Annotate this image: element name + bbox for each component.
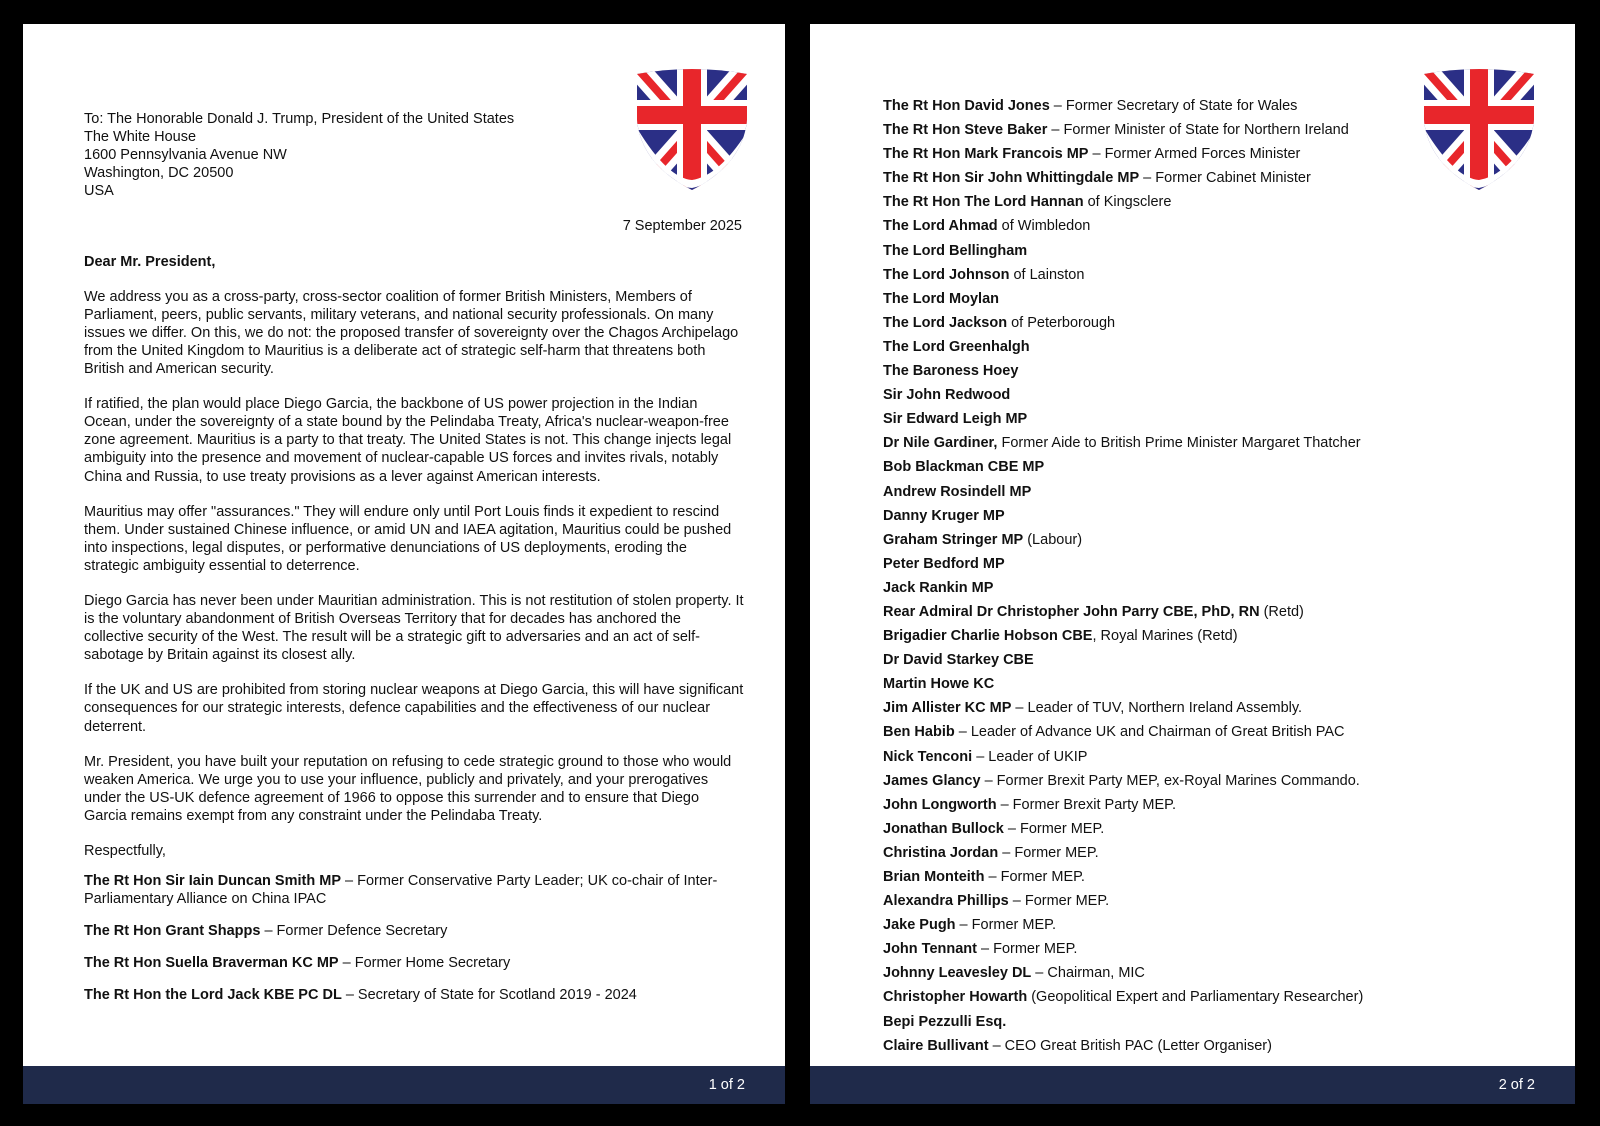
signatory-name: Rear Admiral Dr Christopher John Parry CBE, PhD, RN	[883, 603, 1260, 620]
body-paragraph: Diego Garcia has never been under Mauritian administration. This is not restitution of stolen property. It is the voluntary abandonment of British Overseas Territory that for decades has anchored the collective security of the West. The result will be a strategic gift to adversaries and an act of self-sabotage by Britain against its closest ally.	[84, 592, 744, 664]
signatory-role: – Former Home Secretary	[338, 955, 511, 972]
signatory	[883, 745, 1523, 769]
letter-body	[84, 110, 744, 1005]
signatory-name: Christina Jordan	[883, 844, 999, 861]
signatory	[883, 190, 1523, 214]
signatory	[883, 841, 1523, 865]
signatory-role: – Former Armed Forces Minister	[1088, 146, 1301, 163]
signatory-name: The Rt Hon the Lord Jack KBE PC DL	[84, 987, 342, 1004]
signatory	[883, 720, 1523, 744]
body-paragraph: If the UK and US are prohibited from storing nuclear weapons at Diego Garcia, this will have significant consequences for our strategic interests, defence capabilities and the effectiveness of our nuclear deterrent.	[84, 682, 744, 735]
signatory-role: (Labour)	[1023, 531, 1083, 548]
signatory	[883, 672, 1523, 696]
body-paragraph: Mr. President, you have built your reputation on refusing to cede strategic ground to those who would weaken America. We urge you to use your influence, publicly and privately, and your prerogatives under the US-UK defence agreement of 1966 to oppose this surrender and to ensure that Diego Garcia remains exempt from any constraint under the Pelindaba Treaty.	[84, 753, 732, 824]
page-number: 1 of 2	[708, 1077, 745, 1093]
signatory-name: Jim Allister KC MP	[883, 700, 1012, 717]
signatory-role: – Leader of TUV, Northern Ireland Assembly.	[1011, 700, 1303, 717]
signatory	[84, 986, 744, 1004]
letter-page-2	[810, 24, 1575, 1104]
signatory-role: of Kingsclere	[1083, 194, 1172, 211]
signatory	[883, 311, 1523, 335]
signatory-name: Brigadier Charlie Hobson CBE	[883, 628, 1093, 645]
signatory-role: (Geopolitical Expert and Parliamentary Researcher)	[1027, 989, 1364, 1006]
signatory-name: Bob Blackman CBE MP	[883, 459, 1045, 476]
page-footer	[810, 1066, 1575, 1104]
signatory	[883, 696, 1523, 720]
signatory-name: Dr Nile Gardiner,	[883, 435, 998, 452]
signatory-name: The Rt Hon Sir John Whittingdale MP	[883, 170, 1140, 187]
signatory	[883, 239, 1523, 263]
address-line: To: The Honorable Donald J. Trump, President of the United States	[84, 111, 515, 127]
signatory-name: The Lord Greenhalgh	[883, 338, 1030, 355]
signatory-role: – Leader of UKIP	[972, 748, 1088, 765]
signatory	[883, 504, 1523, 528]
signatory-list	[883, 94, 1523, 1058]
signatory-name: The Lord Johnson	[883, 266, 1010, 283]
signatory-role: – CEO Great British PAC (Letter Organiser)	[988, 1037, 1272, 1054]
signatory	[883, 913, 1523, 937]
signatory	[883, 889, 1523, 913]
signatory-name: Brian Monteith	[883, 869, 985, 885]
signatory	[883, 793, 1523, 817]
letter-page-1	[23, 24, 785, 1104]
signatory-name: Sir John Redwood	[883, 387, 1011, 404]
signatory	[84, 872, 744, 908]
signatory-name: The Rt Hon Steve Baker	[883, 122, 1048, 139]
signatory-list	[84, 872, 744, 1004]
signatory-role: – Former MEP.	[955, 917, 1056, 934]
signatory-name: Jack Rankin MP	[883, 579, 994, 596]
signatory	[883, 865, 1523, 889]
signatory-name: Ben Habib	[883, 724, 955, 741]
signatory-name: The Rt Hon David Jones	[883, 98, 1050, 114]
signatory-role: – Former MEP.	[976, 941, 1078, 958]
signatory-role: – Former Cabinet Minister	[1139, 170, 1311, 187]
signatory-name: Jake Pugh	[883, 917, 956, 934]
signatory-role: – Former Brexit Party MEP, ex-Royal Marines Commando.	[980, 772, 1360, 789]
page-footer	[23, 1066, 785, 1104]
closing: Respectfully,	[84, 843, 166, 859]
signatory-role: – Former MEP.	[1008, 893, 1110, 910]
salutation: Dear Mr. President,	[84, 253, 216, 270]
signatory	[84, 954, 744, 972]
signatory	[883, 937, 1523, 961]
signatory	[883, 576, 1523, 600]
signatory	[883, 94, 1523, 118]
signatory	[883, 142, 1523, 166]
address-line: USA	[84, 183, 114, 200]
signatory-role: – Former Minister of State for Northern Ireland	[1047, 122, 1349, 139]
signatory-role: – Former Secretary of State for Wales	[1049, 98, 1298, 114]
signatory	[883, 166, 1523, 190]
signatory-name: The Rt Hon Suella Braverman KC MP	[84, 955, 339, 972]
signatory-name: Alexandra Phillips	[883, 893, 1009, 910]
signatory-name: Nick Tenconi	[883, 748, 973, 765]
signatory	[883, 118, 1523, 142]
signatory	[883, 624, 1523, 648]
signatory	[883, 552, 1523, 576]
signatory	[883, 335, 1523, 359]
address-line: The White House	[84, 129, 197, 146]
signatory	[883, 528, 1523, 552]
body-paragraph: Mauritius may offer "assurances." They will endure only until Port Louis finds it expedient to rescind them. Under sustained Chinese influence, or amid UN and IAEA agitation, Mauritius could be pushed into inspections, legal disputes, or performative denunciations of US deployments, eroding the strategic ambiguity essential to deterrence.	[84, 503, 732, 574]
signatory-name: The Rt Hon The Lord Hannan	[883, 194, 1084, 211]
body-paragraph: We address you as a cross-party, cross-sector coalition of former British Ministers, Members of Parliament, peers, public servants, military veterans, and national security professionals. On many issues we differ. On this, we do not: the proposed transfer of sovereignty over the Chagos Archipelago from the United Kingdom to Mauritius is a deliberate act of strategic self-harm that threatens both British and American security.	[84, 288, 739, 378]
signatory	[883, 985, 1523, 1009]
signatory-name: Martin Howe KC	[883, 676, 995, 693]
signatory-role: – Former Brexit Party MEP.	[996, 796, 1176, 813]
signatory-role: of Wimbledon	[997, 218, 1091, 235]
signatory-name: Sir Edward Leigh MP	[883, 411, 1028, 428]
signatory-name: John Longworth	[883, 796, 997, 813]
signatory	[883, 431, 1523, 455]
signatory-name: The Rt Hon Mark Francois MP	[883, 146, 1089, 163]
signatory-role: Former Aide to British Prime Minister Margaret Thatcher	[997, 435, 1361, 452]
signatory-role: – Secretary of State for Scotland 2019 - 2024	[341, 987, 637, 1004]
signatory-role: – Former Defence Secretary	[260, 923, 448, 940]
signatory-name: The Lord Ahmad	[883, 218, 998, 235]
address-line: Washington, DC 20500	[84, 165, 234, 182]
body-paragraph: If ratified, the plan would place Diego Garcia, the backbone of US power projection in the Indian Ocean, under the sovereignty of a state bound by the Pelindaba Treaty, Africa's nuclear-weapon-free zone agreement. Mauritius is a party to that treaty. The United States is not. This change injects legal ambiguity into the presence and movement of nuclear-capable US forces and invites rivals, notably China and Russia, to use treaty provisions as a lever against American interests.	[84, 396, 732, 485]
signatory	[883, 961, 1523, 985]
signatory	[883, 383, 1523, 407]
signatory-name: Danny Kruger MP	[883, 507, 1005, 524]
signatory	[883, 407, 1523, 431]
signatory-name: Johnny Leavesley DL	[883, 965, 1032, 982]
signatory	[883, 214, 1523, 238]
signatory	[883, 287, 1523, 311]
signatory-name: John Tennant	[883, 941, 977, 958]
signatory-role: – Former MEP.	[984, 869, 1085, 885]
signatory	[883, 480, 1523, 504]
signatory-name: Christopher Howarth	[883, 989, 1028, 1006]
signatory-role: of Lainston	[1009, 266, 1085, 283]
signatory-name: The Lord Moylan	[883, 290, 999, 307]
letter-date: 7 September 2025	[622, 218, 742, 235]
signatory-role: – Leader of Advance UK and Chairman of Great British PAC	[954, 724, 1345, 741]
signatory-name: Peter Bedford MP	[883, 555, 1005, 572]
signatory	[883, 455, 1523, 479]
signatory-role: (Retd)	[1259, 603, 1304, 620]
signatory	[883, 769, 1523, 793]
signatory-name: Bepi Pezzulli Esq.	[883, 1013, 1007, 1030]
signatory-name: Claire Bullivant	[883, 1037, 989, 1054]
signatory-name: Andrew Rosindell MP	[883, 483, 1032, 500]
signatory-name: The Lord Bellingham	[883, 242, 1028, 259]
signatory-role: – Former MEP.	[998, 844, 1099, 861]
signatory-role: of Peterborough	[1007, 314, 1116, 331]
signatory	[84, 922, 744, 940]
signatory-name: The Rt Hon Grant Shapps	[84, 923, 261, 940]
address-line: 1600 Pennsylvania Avenue NW	[84, 147, 287, 164]
signatory-role: – Former MEP.	[1003, 820, 1105, 837]
signatory-name: Graham Stringer MP	[883, 531, 1024, 548]
signatory-name: James Glancy	[883, 772, 981, 789]
recipient-address	[84, 110, 744, 200]
signatory-name: Jonathan Bullock	[883, 820, 1004, 837]
signatory-role: , Royal Marines (Retd)	[1092, 628, 1238, 645]
signatory	[883, 1034, 1523, 1058]
signatory	[883, 263, 1523, 287]
signatory	[883, 1010, 1523, 1034]
signatory-name: The Lord Jackson	[883, 314, 1008, 331]
page-number: 2 of 2	[1498, 1077, 1535, 1093]
signatory-name: Dr David Starkey CBE	[883, 652, 1034, 669]
signatory	[883, 648, 1523, 672]
signatory	[883, 600, 1523, 624]
signatory-name: The Baroness Hoey	[883, 363, 1019, 380]
signatory	[883, 359, 1523, 383]
signatory-role: – Chairman, MIC	[1031, 965, 1145, 982]
signatory	[883, 817, 1523, 841]
signatory-name: The Rt Hon Sir Iain Duncan Smith MP	[84, 873, 341, 890]
signatory-role: – Former Conservative Party Leader; UK co-chair of Inter-Parliamentary Alliance on China IPAC	[84, 873, 718, 908]
